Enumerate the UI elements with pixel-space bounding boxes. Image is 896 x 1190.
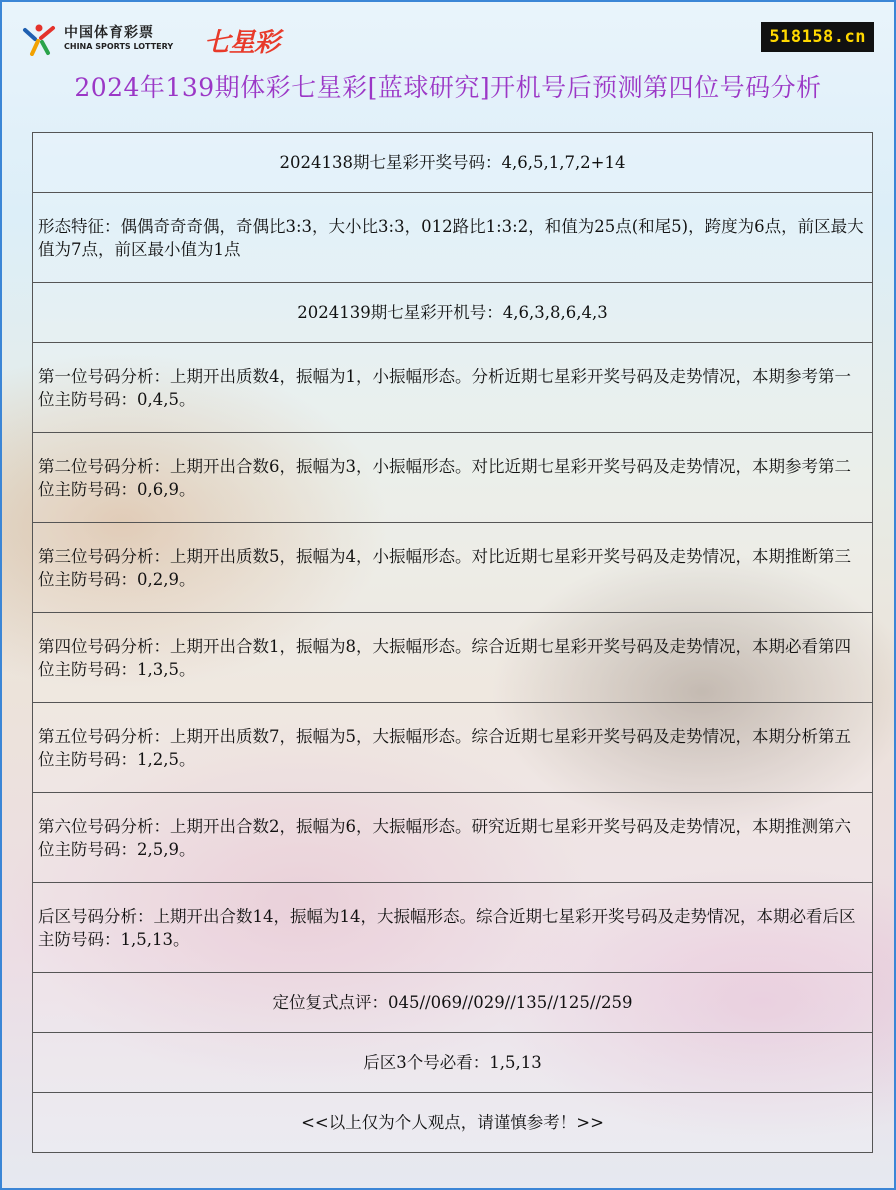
table-row bbox=[33, 703, 873, 793]
position-1-analysis-cell: 第一位号码分析：上期开出质数4，振幅为1，小振幅形态。分析近期七星彩开奖号码及走势情况，本期参考第一位主防号码：0,4,5。 bbox=[33, 343, 873, 433]
china-sports-lottery-logo-icon bbox=[22, 22, 56, 56]
table-row bbox=[33, 793, 873, 883]
table-row bbox=[33, 523, 873, 613]
back-zone-must-cell: 后区3个号必看：1,5,13 bbox=[33, 1033, 873, 1093]
previous-draw-cell: 2024138期七星彩开奖号码：4,6,5,1,7,2+14 bbox=[33, 133, 873, 193]
position-3-analysis-cell: 第三位号码分析：上期开出质数5，振幅为4，小振幅形态。对比近期七星彩开奖号码及走势情况，本期推断第三位主防号码：0,2,9。 bbox=[33, 523, 873, 613]
position-5-analysis-cell: 第五位号码分析：上期开出质数7，振幅为5，大振幅形态。综合近期七星彩开奖号码及走势情况，本期分析第五位主防号码：1,2,5。 bbox=[33, 703, 873, 793]
logo-english-text: CHINA SPORTS LOTTERY bbox=[64, 42, 174, 51]
table-row bbox=[33, 883, 873, 973]
form-features-cell: 形态特征：偶偶奇奇奇偶，奇偶比3:3，大小比3:3，012路比1:3:2，和值为25点(和尾5)，跨度为6点，前区最大值为7点，前区最小值为1点 bbox=[33, 193, 873, 283]
disclaimer-cell: <<以上仅为个人观点，请谨慎参考！>> bbox=[33, 1093, 873, 1153]
machine-number-cell: 2024139期七星彩开机号：4,6,3,8,6,4,3 bbox=[33, 283, 873, 343]
table-row bbox=[33, 1033, 873, 1093]
composite-review-cell: 定位复式点评：045//069//029//135//125//259 bbox=[33, 973, 873, 1033]
analysis-table bbox=[32, 132, 873, 1153]
position-4-analysis-cell: 第四位号码分析：上期开出合数1，振幅为8，大振幅形态。综合近期七星彩开奖号码及走势情况，本期必看第四位主防号码：1,3,5。 bbox=[33, 613, 873, 703]
logo-brand-text: 七星彩 bbox=[204, 28, 280, 58]
site-badge[interactable]: 518158.cn bbox=[761, 22, 874, 52]
table-row bbox=[33, 1093, 873, 1153]
table-row bbox=[33, 283, 873, 343]
page-title: 2024年139期体彩七星彩[蓝球研究]开机号后预测第四位号码分析 bbox=[74, 73, 822, 102]
lottery-logo bbox=[22, 20, 282, 60]
logo-chinese-text: 中国体育彩票 bbox=[64, 25, 154, 41]
position-2-analysis-cell: 第二位号码分析：上期开出合数6，振幅为3，小振幅形态。对比近期七星彩开奖号码及走势情况，本期参考第二位主防号码：0,6,9。 bbox=[33, 433, 873, 523]
table-row bbox=[33, 343, 873, 433]
table-row bbox=[33, 973, 873, 1033]
position-6-analysis-cell: 第六位号码分析：上期开出合数2，振幅为6，大振幅形态。研究近期七星彩开奖号码及走势情况，本期推测第六位主防号码：2,5,9。 bbox=[33, 793, 873, 883]
table-row bbox=[33, 193, 873, 283]
back-zone-analysis-cell: 后区号码分析：上期开出合数14，振幅为14，大振幅形态。综合近期七星彩开奖号码及走势情况，本期必看后区主防号码：1,5,13。 bbox=[33, 883, 873, 973]
table-row bbox=[33, 433, 873, 523]
table-row bbox=[33, 613, 873, 703]
table-row bbox=[33, 133, 873, 193]
